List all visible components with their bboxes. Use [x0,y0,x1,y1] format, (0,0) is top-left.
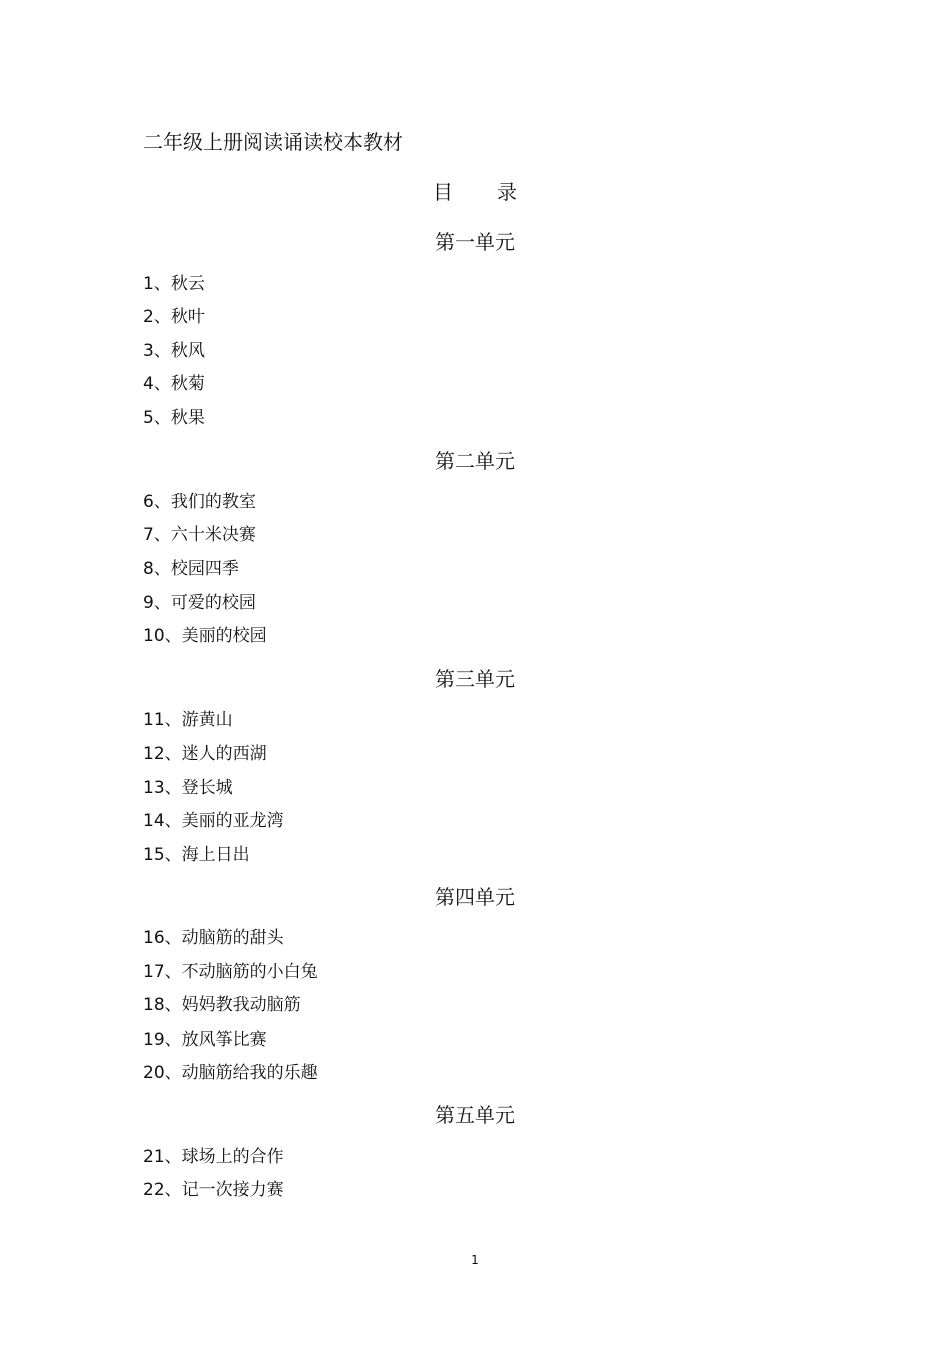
list-item: 11、游黄山 [143,710,233,730]
list-item: 6、我们的教室 [143,492,256,512]
document-title: 二年级上册阅读诵读校本教材 [143,130,403,154]
list-item: 17、不动脑筋的小白兔 [143,962,318,982]
list-item: 22、记一次接力赛 [143,1180,284,1200]
list-item: 1、秋云 [143,274,205,294]
unit-title: 第一单元 [435,230,515,254]
list-item: 7、六十米决赛 [143,525,256,545]
page-number: 1 [471,1253,479,1267]
unit-title: 第四单元 [435,885,515,909]
list-item: 3、秋风 [143,341,205,361]
toc-heading-char-2: 录 [497,180,517,204]
list-item: 21、球场上的合作 [143,1147,284,1167]
list-item: 20、动脑筋给我的乐趣 [143,1063,318,1083]
list-item: 13、登长城 [143,778,233,798]
list-item: 18、妈妈教我动脑筋 [143,995,301,1015]
list-item: 16、动脑筋的甜头 [143,928,284,948]
list-item: 5、秋果 [143,408,205,428]
list-item: 9、可爱的校园 [143,593,256,613]
unit-title: 第二单元 [435,449,515,473]
list-item: 4、秋菊 [143,374,205,394]
list-item: 19、放风筝比赛 [143,1030,267,1050]
list-item: 14、美丽的亚龙湾 [143,811,284,831]
unit-title: 第三单元 [435,667,515,691]
list-item: 15、海上日出 [143,845,250,865]
list-item: 2、秋叶 [143,307,205,327]
list-item: 12、迷人的西湖 [143,744,267,764]
list-item: 10、美丽的校园 [143,626,267,646]
unit-title: 第五单元 [435,1103,515,1127]
toc-heading [0,178,950,206]
list-item: 8、校园四季 [143,559,239,579]
toc-heading-char-1: 目 [433,180,453,204]
